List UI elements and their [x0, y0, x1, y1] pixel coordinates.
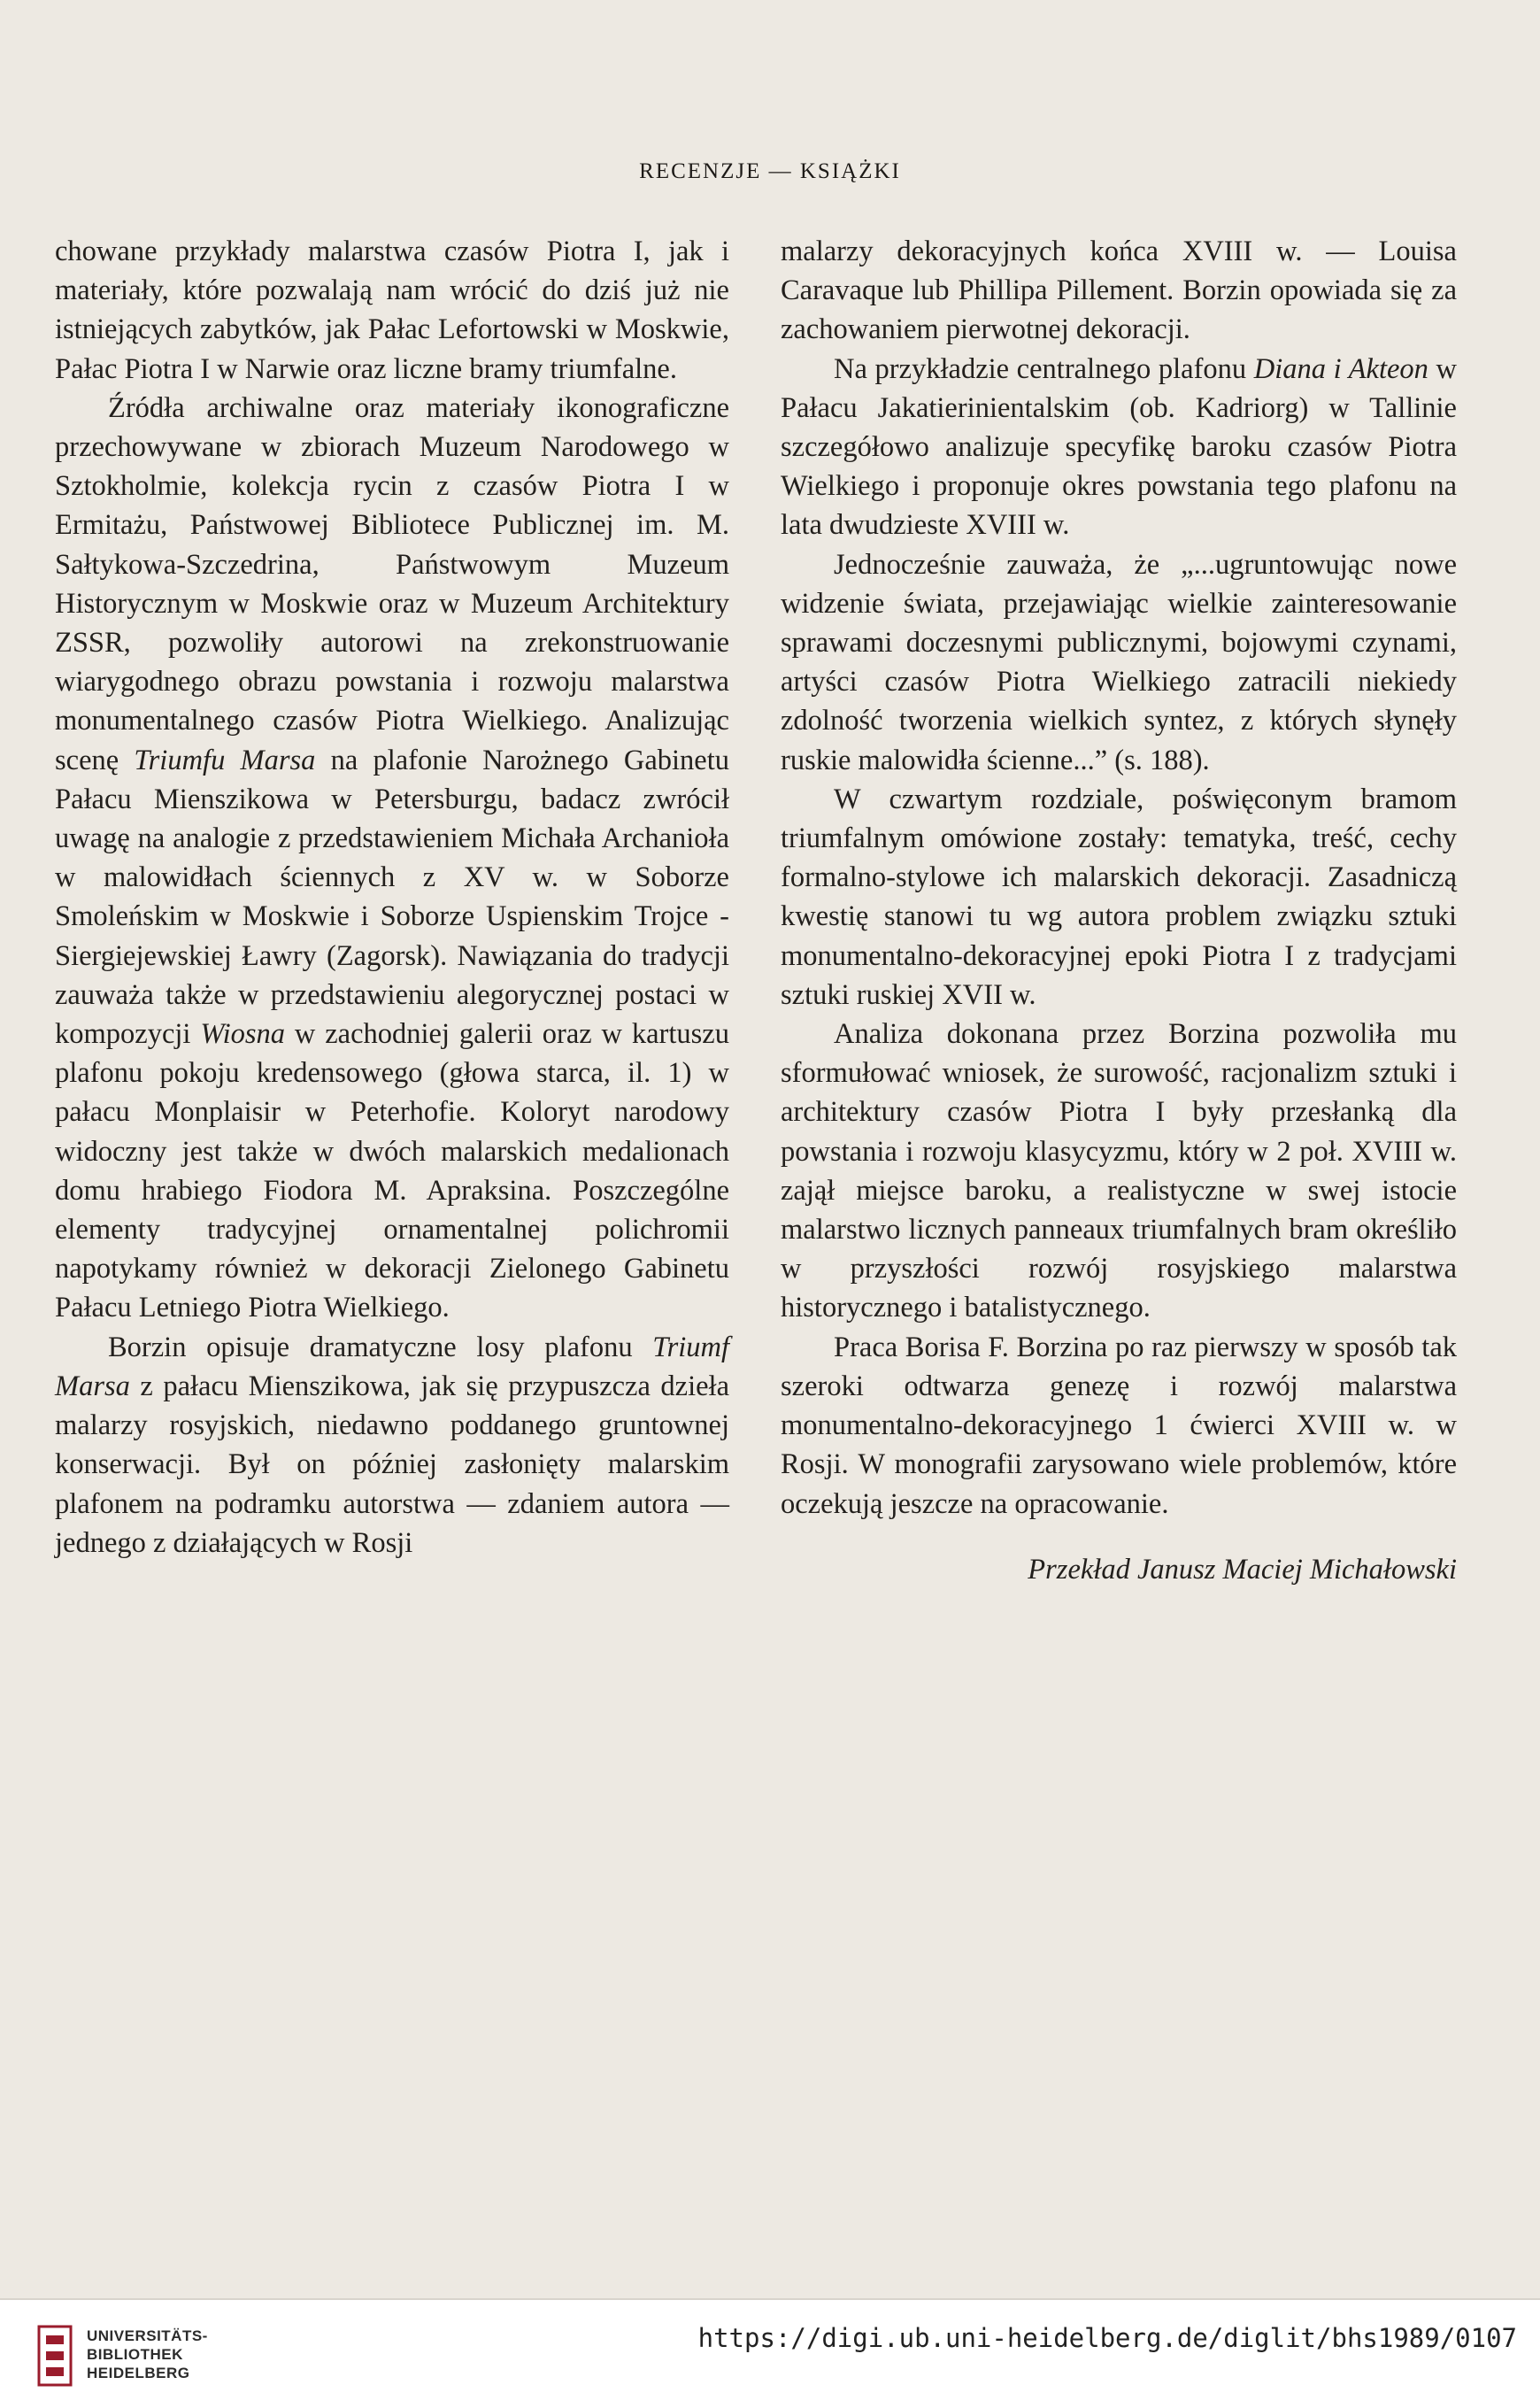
- running-head: RECENZJE — KSIĄŻKI: [639, 159, 901, 183]
- paragraph: chowane przykłady malarstwa czasów Piotra I, jak i materiały, które pozwalają nam wrócić do dziś już nie istniejących zabytków, jak Pałac Lefortowski w Moskwie, Pałac Piotra I w Narwie oraz liczne bramy triumfalne.: [55, 235, 729, 385]
- paragraph: Analiza dokonana przez Borzina pozwoliła mu sformułować wniosek, że surowość, racjonalizm sztuki i architektury czasów Piotra I były przesłanką dla powstania i rozwoju klasycyzmu, który w 2 poł. XVIII w. zajął miejsce baroku, a realistyczne w swej istocie malarstwo licznych panneaux triumfalnych bram określiło w przyszłości rozwój rosyjskiego malarstwa historycznego i batalistycznego.: [781, 1018, 1457, 1324]
- right-column: [781, 232, 1457, 1589]
- text-run: w Pałacu Jakatierinientalskim (ob. Kadriorg) w Tallinie szczegółowo analizuje specyfikę baroku czasów Piotra Wielkiego i proponuje okres powstania tego plafonu na lata dwudzieste XVIII w.: [781, 352, 1457, 542]
- translator-signature: Przekład Janusz Maciej Michałowski: [1028, 1553, 1457, 1586]
- text-run: w zachodniej galerii oraz w kartuszu plafonu pokoju kredensowego (głowa starca, il. 1) w pałacu Monplaisir w Peterhofie. Koloryt narodowy widoczny jest także w dwóch malarskich medalionach domu hrabiego Fiodora M. Apraksina. Poszczególne elementy tradycyjnej ornamentalnej polichromii napotykamy również w dekoracji Zielonego Gabinetu Pałacu Letniego Piotra Wielkiego.: [55, 1018, 729, 1324]
- library-logo[interactable]: [37, 2318, 267, 2392]
- text-run: Na przykładzie centralnego plafonu: [834, 352, 1254, 385]
- library-name: [87, 2327, 208, 2382]
- text-run: na plafonie Narożnego Gabinetu Pałacu Mienszikowa w Petersburgu, badacz zwrócił uwagę na analogie z przedstawieniem Michała Archanioła w malowidłach ściennych z XV w. w Soborze Smoleńskim w Moskwie i Soborze Uspienskim Trojce - Siergiejewskiej Ławry (Zagorsk). Nawiązania do tradycji zauważa także w przedstawieniu alegorycznej postaci w kompozycji: [55, 744, 729, 1051]
- university-seal-icon: [37, 2325, 73, 2387]
- paragraph: malarzy dekoracyjnych końca XVIII w. — Louisa Caravaque lub Phillipa Pillement. Borzin opowiada się za zachowaniem pierwotnej dekoracji.: [781, 235, 1457, 346]
- logo-line: HEIDELBERG: [87, 2365, 190, 2381]
- artwork-title: Diana i Akteon: [1253, 352, 1428, 385]
- paragraph: [55, 389, 729, 1328]
- left-column: [55, 232, 729, 1563]
- paragraph: Praca Borisa F. Borzina po raz pierwszy w sposób tak szeroki odtwarza genezę i rozwój malarstwa monumentalno-dekoracyjnego 1 ćwierci XVIII w. w Rosji. W monografii zarysowano wiele problemów, które oczekują jeszcze na opracowanie.: [781, 1331, 1457, 1520]
- artwork-title: Triumf Marsa: [55, 1331, 729, 1402]
- paragraph: [781, 350, 1457, 545]
- logo-line: BIBLIOTHEK: [87, 2346, 183, 2363]
- paragraph: Jednocześnie zauważa, że „...ugruntowując nowe widzenie świata, przejawiając wielkie zainteresowanie sprawami doczesnymi publicznymi, bojowymi czynami, artyści czasów Piotra Wielkiego zatracili niekiedy zdolność tworzenia wielkich syntez, z których słynęły ruskie malowidła ścienne...” (s. 188).: [781, 548, 1457, 776]
- artwork-title: Triumfu Marsa: [134, 744, 316, 776]
- paragraph: [55, 1328, 729, 1563]
- viewer-footer: [0, 2298, 1540, 2408]
- permalink-url[interactable]: https://digi.ub.uni-heidelberg.de/diglit/bhs1989/0107: [697, 2323, 1517, 2353]
- paragraph: W czwartym rozdziale, poświęconym bramom triumfalnym omówione zostały: tematyka, treść, cechy formalno-stylowe ich malarskich dekoracji. Zasadniczą kwestię stanowi tu wg autora problem związku sztuki monumentalno-dekoracyjnej epoki Piotra I z tradycjami sztuki ruskiej XVII w.: [781, 783, 1457, 1011]
- text-run: Źródła archiwalne oraz materiały ikonograficzne przechowywane w zbiorach Muzeum Narodowego w Sztokholmie, kolekcja rycin z czasów Piotra I w Ermitażu, Państwowej Bibliotece Publicznej im. M. Sałtykowa-Szczedrina, Państwowym Muzeum Historycznym w Moskwie oraz w Muzeum Architektury ZSSR, pozwoliły autorowi na zrekonstruowanie wiarygodnego obrazu powstania i rozwoju malarstwa monumentalnego czasów Piotra Wielkiego. Analizując scenę: [55, 391, 729, 776]
- text-run: Borzin opisuje dramatyczne losy plafonu: [108, 1331, 653, 1363]
- text-run: z pałacu Mienszikowa, jak się przypuszcza dzieła malarzy rosyjskich, niedawno poddanego gruntownej konserwacji. Był on później zasłonięty malarskim plafonem na podramku autorstwa — zdaniem autora — jednego z działających w Rosji: [55, 1370, 729, 1559]
- logo-line: UNIVERSITÄTS-: [87, 2327, 208, 2344]
- artwork-title: Wiosna: [200, 1018, 286, 1051]
